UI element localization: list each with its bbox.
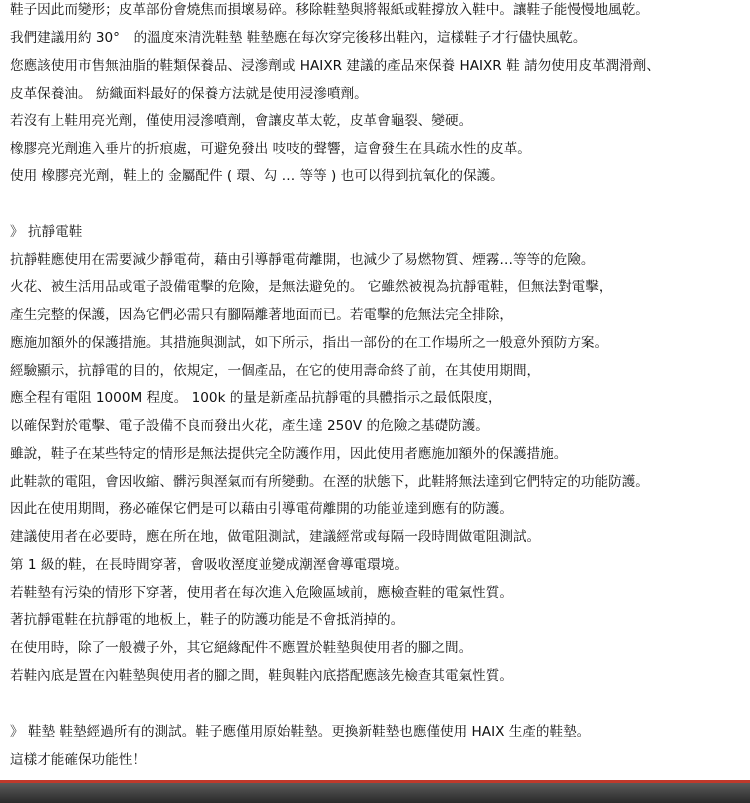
- text-line: 因此在使用期間，務必確保它們是可以藉由引導電荷離開的功能並達到應有的防護。: [10, 501, 513, 517]
- text-line: 您應該使用市售無油脂的鞋類保養品、浸滲劑或 HAIXR 建議的產品來保養 HAIXR 鞋 請勿使用皮革潤滑劑、: [10, 58, 660, 74]
- text-line: 若鞋墊有污染的情形下穿著，使用者在每次進入危險區域前，應檢查鞋的電氣性質。: [10, 585, 513, 601]
- text-line: 經驗顯示，抗靜電的目的，依規定，一個產品，在它的使用壽命終了前，在其使用期間，: [10, 363, 541, 379]
- text-line: 這樣才能確保功能性！: [10, 752, 146, 768]
- text-line: 皮革保養油。 紡織面料最好的保養方法就是使用浸滲噴劑。: [10, 86, 368, 102]
- text-line: 此鞋款的電阻，會因收縮、髒污與溼氣而有所變動。在溼的狀態下，此鞋將無法達到它們特定的功能防護。: [10, 474, 649, 490]
- text-line: 我們建議用約 30° 的溫度來清洗鞋墊 鞋墊應在每次穿完後移出鞋內，這樣鞋子才行儘快風乾。: [10, 30, 587, 46]
- text-line: 產生完整的保護，因為它們必需只有腳隔離著地面而已。若電擊的危無法完全排除，: [10, 307, 513, 323]
- text-line: 若鞋內底是置在內鞋墊與使用者的腳之間，鞋與鞋內底搭配應該先檢查其電氣性質。: [10, 668, 513, 684]
- text-line: 鞋子因此而變形；皮革部份會燒焦而損壞易碎。移除鞋墊與將報紙或鞋撐放入鞋中。讓鞋子能慢慢地風乾。: [10, 2, 649, 18]
- text-line: 抗靜鞋應使用在需要減少靜電荷，藉由引導靜電荷離開，也減少了易燃物質、煙霧…等等的危險。: [10, 252, 595, 268]
- text-line: 第 1 級的鞋，在長時間穿著，會吸收溼度並變成潮溼會導電環境。: [10, 557, 408, 573]
- text-line: 橡膠亮光劑進入垂片的折痕處，可避免發出 吱吱的聲響，這會發生在具疏水性的皮革。: [10, 141, 531, 157]
- section-heading-insole: 》 鞋墊 鞋墊經過所有的測試。鞋子應僅用原始鞋墊。更換新鞋墊也應僅使用 HAIX 生產的鞋墊。: [10, 724, 591, 740]
- text-line: 使用 橡膠亮光劑，鞋上的 金屬配件 ( 環、勾 … 等等 ) 也可以得到抗氧化的保護。: [10, 168, 504, 184]
- text-line: 雖說，鞋子在某些特定的情形是無法提供完全防護作用，因此使用者應施加額外的保護措施。: [10, 446, 568, 462]
- text-line: 應全程有電阻 1000M 程度。 100k 的量是新產品抗靜電的具體指示之最低限度，: [10, 390, 502, 406]
- text-line: 火花、被生活用品或電子設備電擊的危險，是無法避免的。 它雖然被視為抗靜電鞋，但無法對電擊，: [10, 279, 613, 295]
- text-line: 以確保對於電擊、電子設備不良而發出火花，產生達 250V 的危險之基礎防護。: [10, 418, 489, 434]
- section-heading-antistatic: 》 抗靜電鞋: [10, 224, 83, 240]
- text-line: 建議使用者在必要時，應在所在地，做電阻測試，建議經常或每隔一段時間做電阻測試。: [10, 529, 541, 545]
- text-line: 在使用時，除了一般襪子外，其它絕緣配件不應置於鞋墊與使用者的腳之間。: [10, 640, 473, 656]
- text-line: 著抗靜電鞋在抗靜電的地板上，鞋子的防護功能是不會抵消掉的。: [10, 612, 405, 628]
- text-line: 應施加額外的保護措施。其措施與測試，如下所示，指出一部份的在工作場所之一般意外預防方案。: [10, 335, 609, 351]
- text-line: 若沒有上鞋用亮光劑，僅使用浸滲噴劑，會讓皮革太乾，皮革會龜裂、變硬。: [10, 113, 473, 129]
